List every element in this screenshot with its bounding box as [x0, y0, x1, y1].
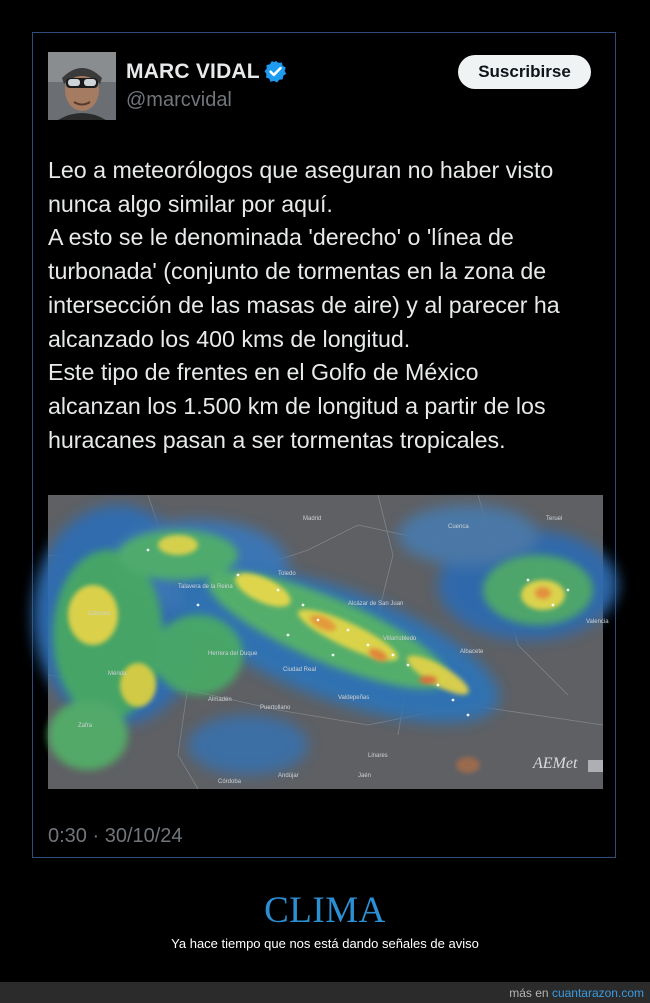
caption-title: CLIMA: [264, 890, 386, 931]
map-place-label: Zafra: [78, 723, 93, 729]
map-place-label: Albacete: [460, 649, 484, 655]
footer-prefix: más en: [509, 986, 552, 1000]
map-place-label: Cáceres: [88, 611, 111, 617]
map-place-label: Ciudad Real: [283, 667, 317, 673]
map-place-label: Puertollano: [260, 705, 291, 711]
verified-badge-icon: [263, 59, 288, 84]
caption-subtitle: Ya hace tiempo que nos está dando señales de aviso: [171, 936, 479, 951]
map-place-label: Andújar: [278, 773, 299, 779]
map-place-label: Mérida: [108, 671, 127, 677]
map-place-label: Teruel: [546, 516, 563, 522]
author-handle[interactable]: @marcvidal: [126, 89, 232, 111]
subscribe-button[interactable]: Suscribirse: [458, 55, 591, 89]
map-place-label: Linares: [368, 753, 388, 759]
map-place-label: Jaén: [358, 773, 372, 779]
footer-site-link[interactable]: cuantarazon.com: [551, 986, 644, 1000]
map-place-label: Valdepeñas: [338, 695, 370, 701]
map-place-label: Alcázar de San Juan: [348, 601, 404, 607]
map-place-label: Valencia: [586, 619, 609, 625]
tweet-card: [32, 32, 616, 858]
map-place-label: Almadén: [208, 697, 232, 703]
map-place-label: Madrid: [303, 516, 322, 522]
map-place-label: Cuenca: [448, 524, 469, 530]
map-place-label: Talavera de la Reina: [178, 584, 233, 590]
map-place-label: Córdoba: [218, 779, 242, 785]
map-place-label: Villarrobledo: [383, 636, 417, 642]
author-name[interactable]: MARC VIDAL: [126, 60, 260, 83]
avatar[interactable]: [48, 52, 116, 120]
map-place-label: Toledo: [278, 571, 296, 577]
tweet-timestamp[interactable]: 0:30 · 30/10/24: [48, 825, 183, 847]
weather-radar-image[interactable]: [48, 495, 609, 789]
map-place-label: Herrera del Duque: [208, 651, 258, 657]
footer-text: [509, 986, 644, 1000]
aemet-watermark: AEMet: [533, 755, 578, 772]
footer-bar: [0, 982, 650, 1003]
tweet-text: Leo a meteorólogos que aseguran no haber visto nunca algo similar por aquí. A esto se le denominada 'derecho' o 'línea de turbonada' (conjunto de tormentas en la zona de intersección de las masas de aire) y al parecer ha alcanzado los 400 kms de longitud. Este tipo de frentes en el Golfo de México alcanzan los 1.500 km de longitud a partir de los huracanes pasan a ser tormentas tropicales.: [48, 157, 560, 453]
